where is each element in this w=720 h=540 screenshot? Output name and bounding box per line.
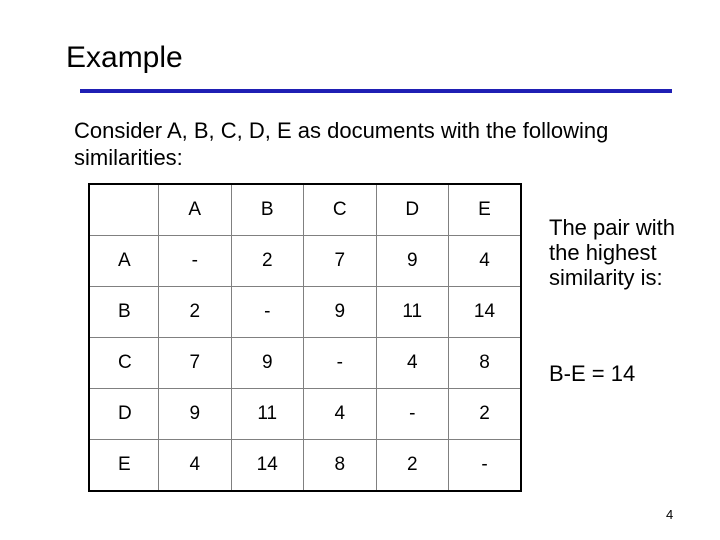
matrix-cell: 9 [231,338,304,389]
matrix-row [89,338,521,389]
page-number: 4 [666,507,674,522]
matrix-cell: 4 [159,440,232,492]
column-header: D [376,184,449,236]
matrix-cell: 7 [304,236,377,287]
matrix-cell: - [304,338,377,389]
matrix-cell: 14 [449,287,522,338]
matrix-cell: - [159,236,232,287]
matrix-cell: 9 [159,389,232,440]
similarity-matrix [88,183,522,492]
matrix-cell: 9 [376,236,449,287]
matrix-cell: - [231,287,304,338]
column-header: B [231,184,304,236]
matrix-cell: 8 [304,440,377,492]
column-header: A [159,184,232,236]
column-header: C [304,184,377,236]
slide-title: Example [66,41,183,74]
matrix-cell: 4 [449,236,522,287]
matrix-header-row [89,184,521,236]
matrix-row [89,389,521,440]
matrix-cell: 9 [304,287,377,338]
matrix-cell: 4 [376,338,449,389]
matrix-cell: 11 [231,389,304,440]
row-header: E [89,440,159,492]
intro-text: Consider A, B, C, D, E as documents with the following similarities: [74,118,609,170]
column-header: E [449,184,522,236]
matrix-cell: 14 [231,440,304,492]
matrix-cell: - [376,389,449,440]
matrix-cell: 2 [231,236,304,287]
row-header: A [89,236,159,287]
matrix-row [89,287,521,338]
matrix-row [89,236,521,287]
answer-result: B-E = 14 [549,361,636,386]
matrix-cell: 4 [304,389,377,440]
matrix-cell: 8 [449,338,522,389]
title-underline [80,89,672,93]
matrix-cell: 11 [376,287,449,338]
row-header: B [89,287,159,338]
matrix-row [89,440,521,492]
matrix-cell: 2 [376,440,449,492]
answer-label: The pair with the highest similarity is: [549,215,675,290]
row-header: C [89,338,159,389]
row-header: D [89,389,159,440]
matrix-cell: 7 [159,338,232,389]
matrix-cell: 2 [449,389,522,440]
matrix-corner-cell [89,184,159,236]
matrix-cell: - [449,440,522,492]
matrix-cell: 2 [159,287,232,338]
